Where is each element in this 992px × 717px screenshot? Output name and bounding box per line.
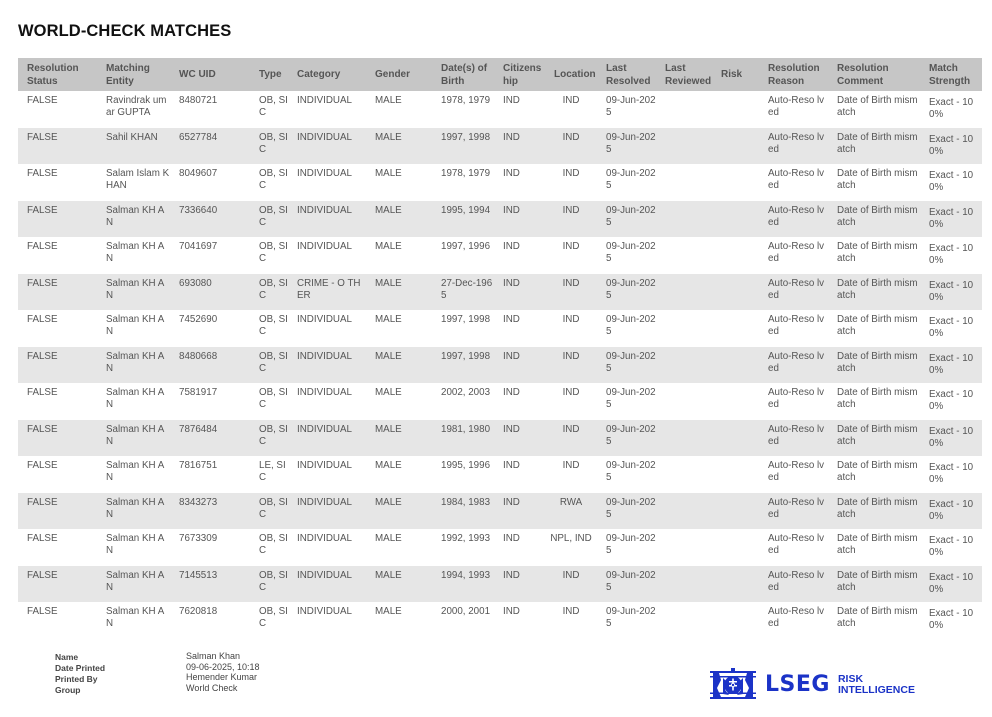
table-cell-category: INDIVIDUAL — [288, 201, 366, 238]
table-cell-category: INDIVIDUAL — [288, 128, 366, 165]
table-cell-risk — [712, 383, 759, 420]
table-cell-location: IND — [562, 387, 580, 398]
table-cell-category: CRIME - O THER — [288, 274, 366, 311]
table-row — [18, 201, 982, 238]
table-cell-strength: Exact - 100% — [929, 462, 974, 485]
footer-value-printed-by: Hemender Kumar — [186, 672, 258, 683]
table-cell-uid: 7336640 — [170, 201, 250, 238]
table-cell-last-reviewed — [656, 310, 712, 347]
table-cell-uid: 693080 — [170, 274, 250, 311]
table-cell-gender: MALE — [375, 606, 402, 617]
table-cell-type: OB, SIC — [259, 95, 288, 118]
table-cell-gender: MALE — [375, 168, 402, 179]
table-cell-risk — [712, 493, 759, 530]
table-cell-reason: Auto-Reso lved — [768, 533, 825, 556]
table-cell-dob: 1994, 1993 — [432, 566, 494, 603]
table-cell-status: FALSE — [27, 460, 58, 471]
table-cell-location: IND — [545, 566, 597, 603]
table-header-row — [18, 58, 982, 91]
table-cell-status: FALSE — [27, 241, 58, 252]
table-cell-uid: 7816751 — [179, 460, 218, 471]
table-cell-reason: Auto-Reso lved — [759, 566, 828, 603]
table-cell-reason: Auto-Reso lved — [768, 387, 825, 410]
table-cell-dob: 27-Dec-1965 — [432, 274, 494, 311]
table-cell-risk — [712, 91, 759, 128]
column-header: Risk — [712, 58, 759, 91]
table-cell-comment: Date of Birth mismatch — [837, 606, 918, 629]
table-cell-last-resolved: 09-Jun-2025 — [606, 606, 656, 629]
table-cell-last-resolved: 09-Jun-2025 — [606, 168, 656, 191]
table-cell-uid: 8343273 — [170, 493, 250, 530]
table-cell-location: IND — [545, 347, 597, 384]
table-cell-category: INDIVIDUAL — [288, 420, 366, 457]
table-cell-location: IND — [545, 128, 597, 165]
table-cell-last-resolved: 09-Jun-2025 — [606, 241, 656, 264]
table-cell-uid: 7673309 — [179, 533, 218, 544]
footer-label-date-printed: Date Printed — [55, 663, 106, 673]
table-cell-status: FALSE — [18, 493, 97, 530]
table-cell-comment: Date of Birth mismatch — [828, 566, 920, 603]
table-cell-dob: 1995, 1996 — [441, 460, 491, 471]
column-header: Resolution Comment — [828, 58, 920, 91]
table-cell-category: INDIVIDUAL — [297, 314, 352, 325]
table-cell-gender: MALE — [366, 201, 432, 238]
table-cell-strength: Exact - 100% — [929, 170, 974, 193]
table-cell-gender: MALE — [366, 420, 432, 457]
column-header: Matching Entity — [97, 58, 170, 91]
table-cell-dob: 1981, 1980 — [432, 420, 494, 457]
table-cell-location: NPL, IND — [550, 533, 592, 544]
table-cell-category: INDIVIDUAL — [288, 347, 366, 384]
table-cell-uid: 7452690 — [179, 314, 218, 325]
table-cell-status: FALSE — [18, 201, 97, 238]
table-cell-entity: Salman KH AN — [106, 314, 165, 337]
table-cell-type: OB, SIC — [250, 128, 288, 165]
table-cell-citizenship: IND — [503, 387, 520, 398]
table-cell-citizenship: IND — [494, 420, 545, 457]
table-cell-entity: Salman KH AN — [97, 201, 170, 238]
table-cell-comment: Date of Birth mismatch — [837, 533, 918, 556]
column-header: Resolution Status — [18, 58, 97, 91]
table-cell-type: OB, SIC — [259, 168, 288, 191]
table-cell-comment: Date of Birth mismatch — [837, 460, 918, 483]
table-cell-strength: Exact - 100% — [929, 316, 974, 339]
table-cell-category: INDIVIDUAL — [297, 241, 352, 252]
footer-value-date-printed: 09-06-2025, 10:18 — [186, 661, 260, 672]
table-cell-dob: 1978, 1979 — [441, 168, 491, 179]
table-cell-entity: Salman KH AN — [97, 566, 170, 603]
table-cell-strength: Exact - 100% — [920, 274, 982, 311]
table-cell-location: IND — [562, 95, 580, 106]
table-cell-reason: Auto-Reso lved — [768, 241, 825, 264]
table-cell-entity: Salman KH AN — [106, 241, 165, 264]
footer-value-name: Salman Khan — [186, 651, 241, 661]
table-cell-citizenship: IND — [494, 274, 545, 311]
table-cell-reason: Auto-Reso lved — [759, 493, 828, 530]
table-cell-last-resolved: 09-Jun-2025 — [597, 128, 656, 165]
table-cell-location: IND — [562, 460, 580, 471]
table-cell-category: INDIVIDUAL — [288, 566, 366, 603]
table-cell-status: FALSE — [18, 566, 97, 603]
table-row — [18, 164, 982, 201]
table-cell-last-resolved: 09-Jun-2025 — [597, 493, 656, 530]
table-cell-reason: Auto-Reso lved — [768, 460, 825, 483]
table-cell-category: INDIVIDUAL — [297, 168, 352, 179]
table-cell-comment: Date of Birth mismatch — [837, 241, 918, 264]
table-cell-risk — [712, 420, 759, 457]
table-cell-last-reviewed — [656, 602, 712, 639]
lseg-subtitle — [838, 674, 915, 696]
table-cell-uid: 7876484 — [170, 420, 250, 457]
lseg-crest-icon — [709, 668, 757, 702]
table-cell-citizenship: IND — [494, 128, 545, 165]
table-row — [18, 91, 982, 128]
table-cell-last-reviewed — [656, 164, 712, 201]
table-cell-entity: Salman KH AN — [106, 460, 165, 483]
table-cell-comment: Date of Birth mismatch — [837, 95, 918, 118]
table-cell-location: IND — [562, 606, 580, 617]
table-cell-dob: 1992, 1993 — [441, 533, 491, 544]
table-cell-strength: Exact - 100% — [920, 566, 982, 603]
table-cell-uid: 8480668 — [170, 347, 250, 384]
table-cell-last-reviewed — [656, 128, 712, 165]
table-cell-citizenship: IND — [503, 460, 520, 471]
world-check-matches-table — [18, 58, 982, 639]
footer-label-printed-by: Printed By — [55, 674, 98, 684]
table-cell-status: FALSE — [27, 314, 58, 325]
table-cell-type: OB, SIC — [250, 493, 288, 530]
table-row — [18, 493, 982, 530]
table-cell-last-reviewed — [656, 91, 712, 128]
table-cell-type: OB, SIC — [250, 274, 288, 311]
table-cell-last-resolved: 09-Jun-2025 — [597, 201, 656, 238]
table-cell-type: OB, SIC — [250, 201, 288, 238]
table-cell-strength: Exact - 100% — [920, 201, 982, 238]
table-cell-risk — [712, 274, 759, 311]
table-cell-citizenship: IND — [494, 493, 545, 530]
table-cell-category: INDIVIDUAL — [297, 460, 352, 471]
table-cell-gender: MALE — [366, 128, 432, 165]
table-cell-dob: 2002, 2003 — [441, 387, 491, 398]
table-cell-citizenship: IND — [494, 347, 545, 384]
column-header: Match Strength — [920, 58, 982, 91]
table-cell-location: IND — [545, 201, 597, 238]
table-cell-entity: Salman KH AN — [106, 533, 165, 556]
table-cell-reason: Auto-Reso lved — [768, 606, 825, 629]
table-cell-strength: Exact - 100% — [920, 493, 982, 530]
table-cell-citizenship: IND — [503, 95, 520, 106]
table-cell-category: INDIVIDUAL — [297, 387, 352, 398]
table-cell-gender: MALE — [375, 241, 402, 252]
table-cell-citizenship: IND — [503, 241, 520, 252]
table-cell-comment: Date of Birth mismatch — [837, 314, 918, 337]
table-cell-last-resolved: 09-Jun-2025 — [606, 533, 656, 556]
lseg-wordmark: LSEG — [765, 672, 830, 697]
table-cell-risk — [712, 310, 759, 347]
table-cell-entity: Sahil KHAN — [97, 128, 170, 165]
table-cell-comment: Date of Birth mismatch — [837, 387, 918, 410]
table-cell-dob: 2000, 2001 — [441, 606, 491, 617]
table-cell-last-resolved: 09-Jun-2025 — [597, 274, 656, 311]
table-cell-status: FALSE — [27, 95, 58, 106]
table-cell-uid: 7145513 — [170, 566, 250, 603]
table-cell-comment: Date of Birth mismatch — [828, 493, 920, 530]
table-cell-last-reviewed — [656, 201, 712, 238]
table-cell-citizenship: IND — [494, 201, 545, 238]
table-cell-last-reviewed — [656, 420, 712, 457]
table-cell-status: FALSE — [18, 128, 97, 165]
page-title: WORLD-CHECK MATCHES — [18, 22, 232, 40]
table-cell-location: IND — [562, 314, 580, 325]
table-row — [18, 456, 982, 493]
table-cell-gender: MALE — [375, 460, 402, 471]
table-cell-reason: Auto-Reso lved — [759, 347, 828, 384]
table-cell-last-reviewed — [656, 237, 712, 274]
table-cell-category: INDIVIDUAL — [297, 533, 352, 544]
table-cell-status: FALSE — [18, 420, 97, 457]
table-cell-type: OB, SIC — [250, 420, 288, 457]
table-cell-reason: Auto-Reso lved — [759, 128, 828, 165]
footer-label-name: Name — [55, 652, 79, 662]
table-cell-type: OB, SIC — [259, 314, 288, 337]
table-cell-last-reviewed — [656, 383, 712, 420]
table-cell-strength: Exact - 100% — [929, 389, 974, 412]
table-cell-risk — [712, 347, 759, 384]
column-header: Gender — [366, 58, 432, 91]
table-cell-type: OB, SIC — [259, 387, 288, 410]
table-cell-type: OB, SIC — [259, 606, 288, 629]
table-cell-risk — [712, 128, 759, 165]
table-cell-uid: 8049607 — [179, 168, 218, 179]
table-cell-strength: Exact - 100% — [929, 243, 974, 266]
table-cell-entity: Salam Islam KHAN — [106, 168, 170, 191]
table-cell-type: OB, SIC — [259, 241, 288, 264]
lseg-subtitle-line2: INTELLIGENCE — [837, 684, 915, 696]
table-cell-entity: Salman KH AN — [97, 274, 170, 311]
footer-values — [186, 651, 260, 694]
table-row — [18, 237, 982, 274]
table-cell-last-resolved: 09-Jun-2025 — [597, 566, 656, 603]
table-cell-last-resolved: 09-Jun-2025 — [597, 420, 656, 457]
table-row — [18, 310, 982, 347]
table-cell-last-reviewed — [656, 566, 712, 603]
table-cell-citizenship: IND — [503, 606, 520, 617]
table-cell-gender: MALE — [375, 314, 402, 325]
footer-label-group: Group — [55, 685, 81, 695]
lseg-logo — [709, 668, 915, 702]
table-cell-reason: Auto-Reso lved — [768, 168, 825, 191]
table-cell-citizenship: IND — [503, 168, 520, 179]
table-row — [18, 128, 982, 165]
table-cell-risk — [712, 529, 759, 566]
table-cell-reason: Auto-Reso lved — [759, 420, 828, 457]
table-cell-strength: Exact - 100% — [920, 347, 982, 384]
table-cell-entity: Salman KH AN — [97, 493, 170, 530]
table-cell-dob: 1978, 1979 — [441, 95, 491, 106]
table-cell-category: INDIVIDUAL — [297, 95, 352, 106]
table-cell-type: LE, SIC — [259, 460, 286, 483]
column-header: Resolution Reason — [759, 58, 828, 91]
table-cell-uid: 6527784 — [170, 128, 250, 165]
table-cell-last-reviewed — [656, 529, 712, 566]
table-cell-gender: MALE — [366, 274, 432, 311]
table-cell-location: IND — [562, 168, 580, 179]
table-cell-uid: 7581917 — [179, 387, 218, 398]
table-cell-status: FALSE — [18, 347, 97, 384]
table-cell-type: OB, SIC — [259, 533, 288, 556]
table-row — [18, 602, 982, 639]
table-cell-entity: Salman KH AN — [106, 606, 165, 629]
column-header: Type — [250, 58, 288, 91]
table-cell-strength: Exact - 100% — [929, 97, 974, 120]
table-cell-last-resolved: 09-Jun-2025 — [606, 387, 656, 410]
column-header: WC UID — [170, 58, 250, 91]
table-row — [18, 274, 982, 311]
table-cell-category: INDIVIDUAL — [288, 493, 366, 530]
table-cell-strength: Exact - 100% — [929, 608, 974, 631]
table-cell-status: FALSE — [27, 168, 58, 179]
table-cell-status: FALSE — [27, 606, 58, 617]
lseg-subtitle-line1: RISK — [837, 673, 864, 685]
table-cell-entity: Salman KH AN — [97, 420, 170, 457]
table-cell-dob: 1995, 1994 — [432, 201, 494, 238]
column-header: Citizens hip — [494, 58, 545, 91]
table-cell-last-reviewed — [656, 456, 712, 493]
table-cell-last-reviewed — [656, 274, 712, 311]
column-header: Last Reviewed — [656, 58, 712, 91]
table-cell-status: FALSE — [27, 387, 58, 398]
table-cell-location: IND — [545, 274, 597, 311]
table-cell-location: RWA — [545, 493, 597, 530]
table-cell-status: FALSE — [18, 274, 97, 311]
table-cell-gender: MALE — [375, 387, 402, 398]
column-header: Date(s) of Birth — [432, 58, 494, 91]
table-cell-dob: 1997, 1998 — [441, 314, 491, 325]
table-cell-gender: MALE — [375, 95, 402, 106]
column-header: Location — [545, 58, 597, 91]
table-cell-last-resolved: 09-Jun-2025 — [606, 95, 656, 118]
table-cell-last-reviewed — [656, 347, 712, 384]
table-cell-citizenship: IND — [494, 566, 545, 603]
table-cell-citizenship: IND — [503, 314, 520, 325]
table-cell-risk — [712, 237, 759, 274]
table-cell-comment: Date of Birth mismatch — [837, 168, 918, 191]
table-row — [18, 383, 982, 420]
table-cell-gender: MALE — [375, 533, 402, 544]
table-cell-strength: Exact - 100% — [929, 535, 974, 558]
table-cell-uid: 7041697 — [179, 241, 218, 252]
table-cell-last-reviewed — [656, 493, 712, 530]
table-cell-status: FALSE — [27, 533, 58, 544]
footer-value-group: World Check — [186, 683, 238, 694]
footer-labels — [55, 652, 105, 696]
table-cell-risk — [712, 201, 759, 238]
table-cell-entity: Salman KH AN — [106, 387, 165, 410]
table-cell-entity: Salman KH AN — [97, 347, 170, 384]
table-cell-dob: 1997, 1998 — [432, 128, 494, 165]
table-cell-risk — [712, 456, 759, 493]
table-cell-dob: 1984, 1983 — [432, 493, 494, 530]
table-cell-gender: MALE — [366, 493, 432, 530]
table-row — [18, 529, 982, 566]
table-row — [18, 566, 982, 603]
table-cell-reason: Auto-Reso lved — [759, 274, 828, 311]
table-cell-dob: 1997, 1998 — [432, 347, 494, 384]
table-cell-last-resolved: 09-Jun-2025 — [606, 314, 656, 337]
table-cell-last-resolved: 09-Jun-2025 — [606, 460, 656, 483]
table-cell-gender: MALE — [366, 566, 432, 603]
column-header: Last Resolved — [597, 58, 656, 91]
table-cell-type: OB, SIC — [250, 566, 288, 603]
table-cell-risk — [712, 602, 759, 639]
table-cell-category: INDIVIDUAL — [297, 606, 352, 617]
table-cell-strength: Exact - 100% — [920, 420, 982, 457]
table-cell-comment: Date of Birth mismatch — [828, 128, 920, 165]
table-cell-location: IND — [562, 241, 580, 252]
table-cell-reason: Auto-Reso lved — [768, 314, 825, 337]
table-cell-comment: Date of Birth mismatch — [828, 420, 920, 457]
table-cell-uid: 8480721 — [179, 95, 218, 106]
table-cell-comment: Date of Birth mismatch — [828, 274, 920, 311]
table-cell-gender: MALE — [366, 347, 432, 384]
table-cell-last-resolved: 09-Jun-2025 — [597, 347, 656, 384]
table-cell-risk — [712, 566, 759, 603]
table-cell-location: IND — [545, 420, 597, 457]
table-cell-risk — [712, 164, 759, 201]
table-cell-entity: Ravindrak umar GUPTA — [106, 95, 167, 118]
table-cell-reason: Auto-Reso lved — [759, 201, 828, 238]
table-cell-dob: 1997, 1996 — [441, 241, 491, 252]
table-row — [18, 347, 982, 384]
table-cell-citizenship: IND — [503, 533, 520, 544]
table-cell-comment: Date of Birth mismatch — [828, 347, 920, 384]
table-cell-uid: 7620818 — [179, 606, 218, 617]
table-row — [18, 420, 982, 457]
table-cell-comment: Date of Birth mismatch — [828, 201, 920, 238]
table-cell-reason: Auto-Reso lved — [768, 95, 825, 118]
column-header: Category — [288, 58, 366, 91]
table-cell-type: OB, SIC — [250, 347, 288, 384]
table-cell-strength: Exact - 100% — [920, 128, 982, 165]
